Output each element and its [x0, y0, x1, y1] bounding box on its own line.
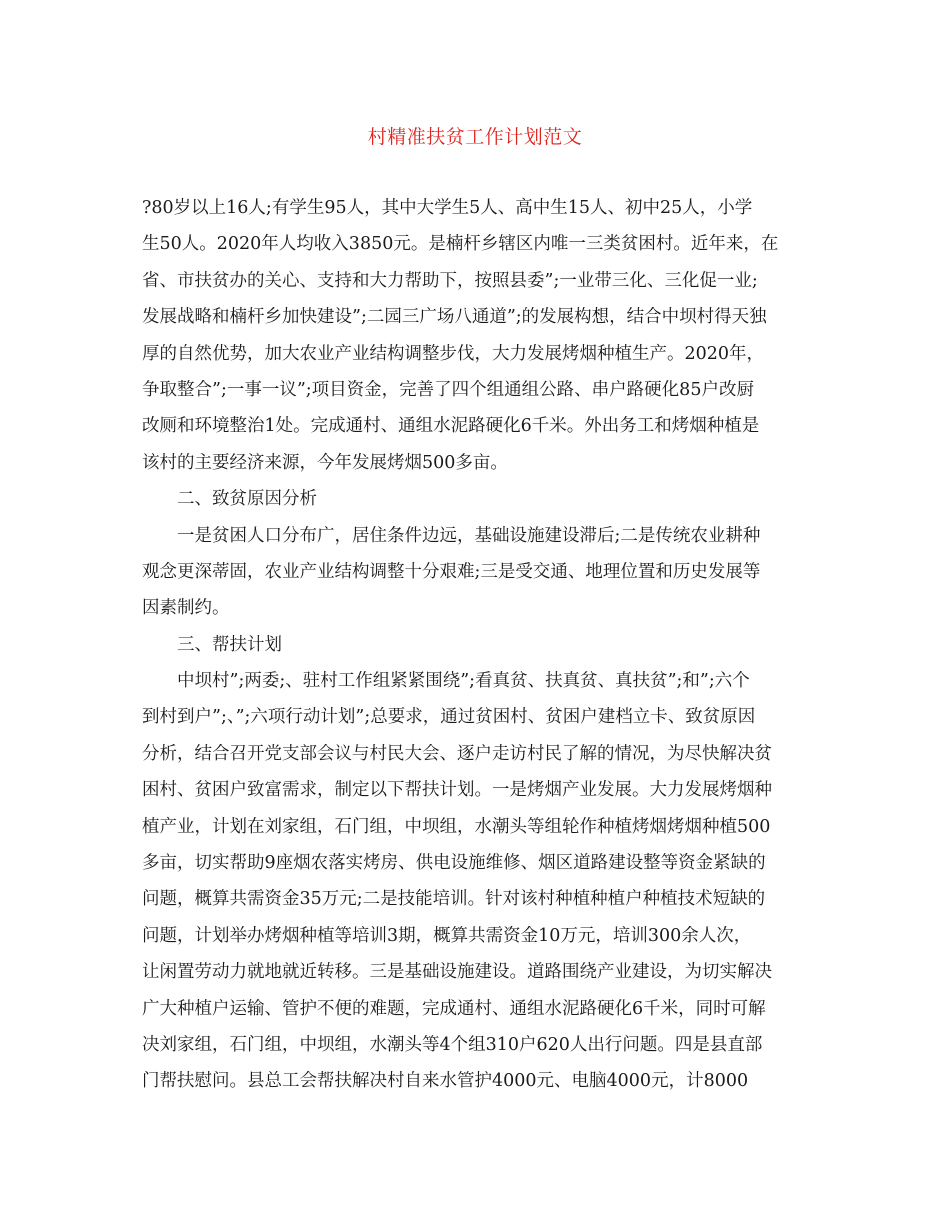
- text-line: 该村的主要经济来源，今年发展烤烟500多亩。: [142, 452, 508, 473]
- text-line: ?80岁以上16人;有学生95人，其中大学生5人、高中生15人、初中25人，小学: [142, 198, 753, 218]
- text-line: 决刘家组，石门组，中坝组，水潮头等4个组310户620人出行问题。四是县直部: [142, 1034, 763, 1055]
- text-line: 厚的自然优势，加大农业产业结构调整步伐，大力发展烤烟种植生产。2020年，: [142, 343, 765, 364]
- text-line: 让闲置劳动力就地就近转移。三是基础设施建设。道路围绕产业建设，为切实解决: [142, 962, 772, 983]
- text-line: 因素制约。: [142, 598, 230, 619]
- text-line: 观念更深蒂固，农业产业结构调整十分艰难;三是受交通、地理位置和历史发展等: [142, 561, 761, 582]
- document-title: 村精准扶贫工作计划范文: [367, 126, 583, 148]
- text-line: 困村、贫困户致富需求，制定以下帮扶计划。一是烤烟产业发展。大力发展烤烟种: [142, 780, 772, 801]
- text-line: 改厕和环境整治1处。完成通村、通组水泥路硬化6千米。外出务工和烤烟种植是: [142, 416, 760, 437]
- section-heading: 三、帮扶计划: [177, 634, 282, 655]
- text-line: 植产业，计划在刘家组，石门组，中坝组，水潮头等组轮作种植烤烟烤烟种植500: [142, 816, 771, 837]
- document-body: [142, 190, 810, 1100]
- text-line: 中坝村”;两委;、驻村工作组紧紧围绕”;看真贫、扶真贫、真扶贫”;和”;六个: [177, 671, 750, 692]
- text-line: 广大种植户运输、管护不便的难题，完成通村、通组水泥路硬化6千米，同时可解: [142, 998, 766, 1019]
- text-line: 生50人。2020年人均收入3850元。是楠杆乡辖区内唯一三类贫困村。近年来，在: [142, 234, 779, 255]
- text-line: 问题，概算共需资金35万元;二是技能培训。针对该村种植种植户种植技术短缺的: [142, 889, 766, 910]
- text-line: 多亩，切实帮助9座烟农落实烤房、供电设施维修、烟区道路建设整等资金紧缺的: [142, 853, 766, 874]
- text-line: 一是贫困人口分布广，居住条件边远，基础设施建设滞后;二是传统农业耕种: [177, 525, 761, 546]
- text-line: 分析，结合召开党支部会议与村民大会、逐户走访村民了解的情况，为尽快解决贫: [142, 743, 772, 764]
- text-line: 争取整合”;一事一议”;项目资金，完善了四个组通组公路、串户路硬化85户改厨: [142, 379, 754, 400]
- section-heading: 二、致贫原因分析: [177, 489, 317, 510]
- text-line: 省、市扶贫办的关心、支持和大力帮助下，按照县委”;一业带三化、三化促一业;: [142, 270, 758, 291]
- text-line: 到村到户”;、”;六项行动计划”;总要求，通过贫困村、贫困户建档立卡、致贫原因: [142, 707, 756, 728]
- text-line: 门帮扶慰问。县总工会帮扶解决村自来水管护4000元、电脑4000元，计8000: [142, 1071, 749, 1092]
- text-line: 发展战略和楠杆乡加快建设”;二园三广场八通道”;的发展构想，结合中坝村得天独: [142, 307, 767, 328]
- text-line: 问题，计划举办烤烟种植等培训3期，概算共需资金10万元，培训300余人次，: [142, 925, 752, 946]
